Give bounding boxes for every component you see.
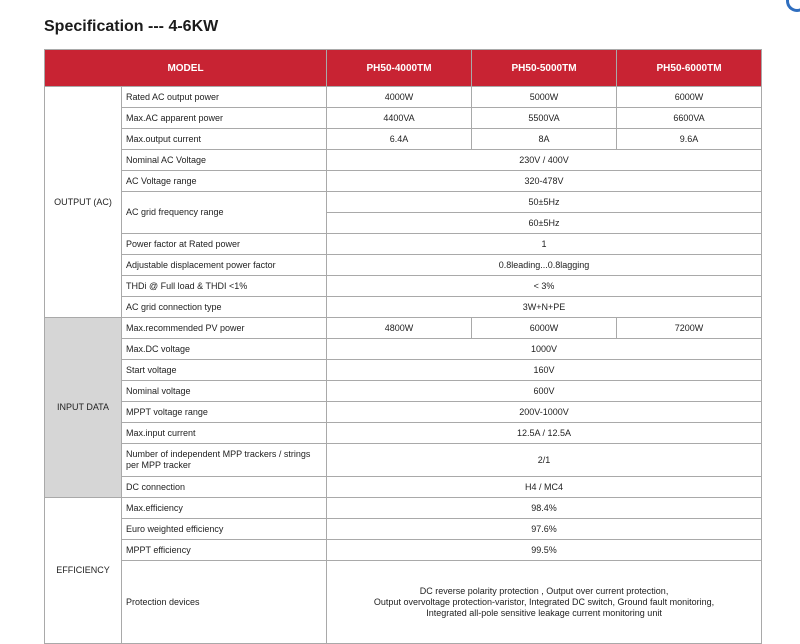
model-col-header: PH50-5000TM [472, 50, 617, 87]
table-row [45, 87, 762, 108]
value-cell: 9.6A [617, 129, 762, 150]
table-row [45, 561, 762, 644]
param-label: MPPT voltage range [122, 402, 327, 423]
value-cell: 5500VA [472, 108, 617, 129]
model-col-header: PH50-4000TM [327, 50, 472, 87]
value-cell: 230V / 400V [327, 150, 762, 171]
header-row [45, 50, 762, 87]
value-cell: 6600VA [617, 108, 762, 129]
param-label: Max.DC voltage [122, 339, 327, 360]
table-row [45, 192, 762, 213]
param-label: AC grid connection type [122, 297, 327, 318]
table-row [45, 498, 762, 519]
value-cell: 99.5% [327, 540, 762, 561]
param-label: Start voltage [122, 360, 327, 381]
table-row [45, 360, 762, 381]
value-cell: 97.6% [327, 519, 762, 540]
group-label-input: INPUT DATA [45, 318, 122, 498]
protection-line: Integrated all-pole sensitive leakage current monitoring unit [426, 607, 662, 618]
protection-devices-cell [327, 561, 762, 644]
model-header: MODEL [45, 50, 327, 87]
value-cell: 1000V [327, 339, 762, 360]
table-row [45, 381, 762, 402]
value-cell: H4 / MC4 [327, 477, 762, 498]
param-label: Max.input current [122, 423, 327, 444]
table-row [45, 150, 762, 171]
table-row [45, 318, 762, 339]
value-cell: 600V [327, 381, 762, 402]
param-label: Rated AC output power [122, 87, 327, 108]
param-label: AC grid frequency range [122, 192, 327, 234]
table-row [45, 108, 762, 129]
value-cell: 8A [472, 129, 617, 150]
value-cell: 320-478V [327, 171, 762, 192]
table-row [45, 171, 762, 192]
value-cell: 5000W [472, 87, 617, 108]
table-row [45, 444, 762, 477]
page-title: Specification --- 4-6KW [44, 18, 219, 35]
param-label: Max.AC apparent power [122, 108, 327, 129]
value-cell: 6000W [617, 87, 762, 108]
protection-line: DC reverse polarity protection , Output over current protection, [419, 585, 669, 596]
value-cell: 0.8leading...0.8lagging [327, 255, 762, 276]
param-label: THDi @ Full load & THDI <1% [122, 276, 327, 297]
value-cell: 6.4A [327, 129, 472, 150]
param-label: Nominal AC Voltage [122, 150, 327, 171]
value-cell: 1 [327, 234, 762, 255]
value-cell: 7200W [617, 318, 762, 339]
model-col-header: PH50-6000TM [617, 50, 762, 87]
param-label: DC connection [122, 477, 327, 498]
value-cell: 200V-1000V [327, 402, 762, 423]
table-row [45, 297, 762, 318]
table-row [45, 519, 762, 540]
param-label: Protection devices [122, 561, 327, 644]
param-label: Power factor at Rated power [122, 234, 327, 255]
protection-line: Output overvoltage protection-varistor, Integrated DC switch, Ground fault monitoring, [373, 596, 715, 607]
value-cell: 60±5Hz [327, 213, 762, 234]
table-row [45, 339, 762, 360]
value-cell: 2/1 [327, 444, 762, 477]
value-cell: 98.4% [327, 498, 762, 519]
value-cell: 3W+N+PE [327, 297, 762, 318]
table-row [45, 129, 762, 150]
table-row [45, 540, 762, 561]
value-cell: 6000W [472, 318, 617, 339]
param-label: Adjustable displacement power factor [122, 255, 327, 276]
table-row [45, 255, 762, 276]
table-row [45, 423, 762, 444]
value-cell: 4000W [327, 87, 472, 108]
param-label: Number of independent MPP trackers / strings per MPP tracker [122, 444, 327, 477]
value-cell: < 3% [327, 276, 762, 297]
value-cell: 160V [327, 360, 762, 381]
group-label-efficiency: EFFICIENCY [45, 498, 122, 644]
param-label: Euro weighted efficiency [122, 519, 327, 540]
param-label: Nominal voltage [122, 381, 327, 402]
param-label: AC Voltage range [122, 171, 327, 192]
table-row [45, 402, 762, 423]
param-label: Max.recommended PV power [122, 318, 327, 339]
param-label: Max.efficiency [122, 498, 327, 519]
spec-table [44, 49, 762, 644]
param-label: Max.output current [122, 129, 327, 150]
value-cell: 4800W [327, 318, 472, 339]
table-row [45, 234, 762, 255]
table-row [45, 477, 762, 498]
value-cell: 4400VA [327, 108, 472, 129]
corner-arc-icon [786, 0, 800, 12]
value-cell: 50±5Hz [327, 192, 762, 213]
table-row [45, 276, 762, 297]
value-cell: 12.5A / 12.5A [327, 423, 762, 444]
param-label: MPPT efficiency [122, 540, 327, 561]
group-label-output: OUTPUT (AC) [45, 87, 122, 318]
